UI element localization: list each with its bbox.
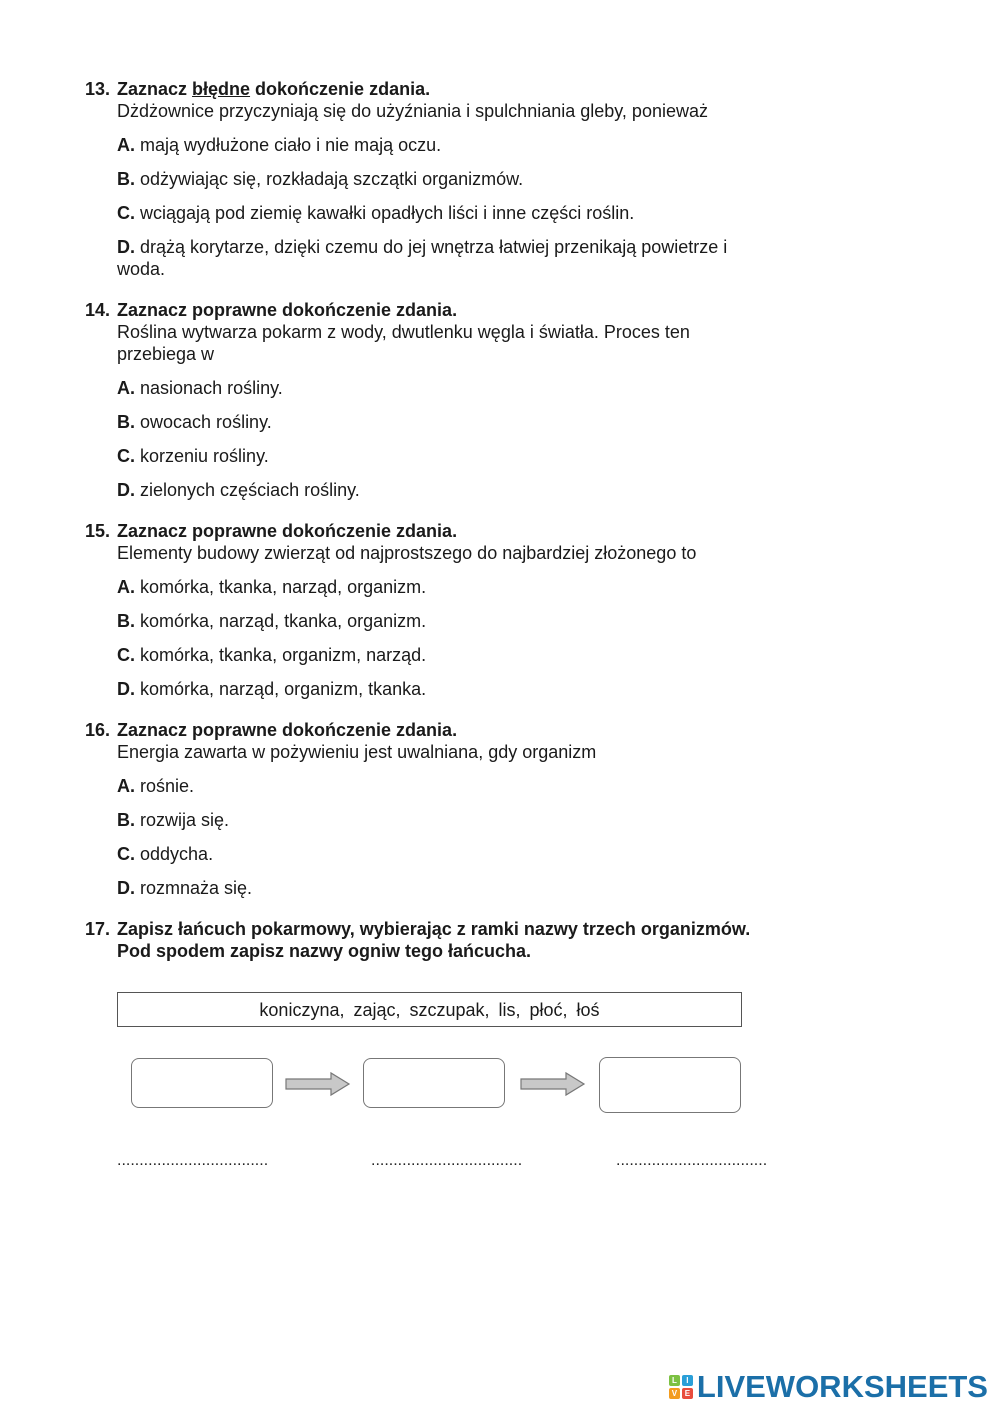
question-number: 17. — [85, 919, 111, 939]
arrow-right-icon — [285, 1071, 351, 1097]
food-chain-box-2[interactable] — [363, 1058, 505, 1108]
answer-line-1[interactable]: .................................. — [117, 1152, 269, 1169]
question-17 — [85, 918, 845, 962]
question-number: 13. — [85, 79, 111, 99]
logo-text: LIVEWORKSHEETS — [696, 1369, 988, 1404]
answer-option-b[interactable]: B. owocach rośliny. — [117, 412, 272, 432]
question-stem: Energia zawarta w pożywieniu jest uwalniana, gdy organizm — [117, 742, 597, 762]
title-text: Zaznacz poprawne dokończenie zdania. — [117, 300, 458, 320]
title-line-2: Pod spodem zapisz nazwy ogniw tego łańcucha. — [117, 941, 532, 961]
liveworksheets-logo — [669, 1371, 988, 1403]
answer-line-3[interactable]: .................................. — [616, 1152, 768, 1169]
question-stem: Elementy budowy zwierząt od najprostszego do najbardziej złożonego to — [117, 543, 697, 563]
answer-option-c[interactable]: C. korzeniu rośliny. — [117, 446, 269, 466]
question-14-title — [85, 299, 805, 321]
question-stem: Roślina wytwarza pokarm z wody, dwutlenku węgla i światła. Proces ten przebiega w — [117, 322, 690, 364]
answer-option-c[interactable]: C. wciągają pod ziemię kawałki opadłych liści i inne części roślin. — [117, 203, 635, 223]
answer-option-d[interactable]: D. zielonych częściach rośliny. — [117, 480, 360, 500]
title-text: Zaznacz poprawne dokończenie zdania. — [117, 521, 458, 541]
question-number: 15. — [85, 521, 111, 541]
question-number: 14. — [85, 300, 111, 320]
answer-option-a[interactable]: A. komórka, tkanka, narząd, organizm. — [117, 577, 427, 597]
question-17-title — [85, 918, 845, 962]
answer-option-d[interactable]: D. komórka, narząd, organizm, tkanka. — [117, 679, 427, 699]
question-16-title — [85, 719, 805, 741]
question-14 — [85, 299, 805, 501]
answer-option-b[interactable]: B. odżywiając się, rozkładają szczątki organizmów. — [117, 169, 524, 189]
answer-option-d[interactable]: D. drążą korytarze, dzięki czemu do jej wnętrza łatwiej przenikają powietrze i woda. — [117, 237, 728, 279]
title-text: dokończenie zdania. — [250, 79, 431, 99]
answer-line-2[interactable]: .................................. — [371, 1152, 523, 1169]
emphasis-word: błędne — [192, 79, 251, 99]
title-line-1: Zapisz łańcuch pokarmowy, wybierając z ramki nazwy trzech organizmów. — [117, 919, 751, 939]
question-13-title — [85, 78, 805, 100]
arrow-right-icon — [520, 1071, 586, 1097]
title-text: Zaznacz — [117, 79, 193, 99]
question-number: 16. — [85, 720, 111, 740]
answer-option-a[interactable]: A. mają wydłużone ciało i nie mają oczu. — [117, 135, 442, 155]
title-text: Zaznacz poprawne dokończenie zdania. — [117, 720, 458, 740]
logo-mark-icon: L I V E — [669, 1375, 693, 1399]
question-13 — [85, 78, 805, 280]
question-15-title — [85, 520, 805, 542]
answer-option-d[interactable]: D. rozmnaża się. — [117, 878, 253, 898]
word-bank-box: koniczyna, zając, szczupak, lis, płoć, łoś — [117, 992, 742, 1027]
question-16 — [85, 719, 805, 899]
answer-option-a[interactable]: A. nasionach rośliny. — [117, 378, 283, 398]
answer-option-c[interactable]: C. komórka, tkanka, organizm, narząd. — [117, 645, 427, 665]
answer-option-c[interactable]: C. oddycha. — [117, 844, 214, 864]
answer-option-a[interactable]: A. rośnie. — [117, 776, 195, 796]
answer-option-b[interactable]: B. komórka, narząd, tkanka, organizm. — [117, 611, 427, 631]
question-15 — [85, 520, 805, 700]
answer-option-b[interactable]: B. rozwija się. — [117, 810, 230, 830]
food-chain-box-1[interactable] — [131, 1058, 273, 1108]
question-stem: Dżdżownice przyczyniają się do użyźniania i spulchniania gleby, ponieważ — [117, 101, 708, 121]
food-chain-box-3[interactable] — [599, 1057, 741, 1113]
